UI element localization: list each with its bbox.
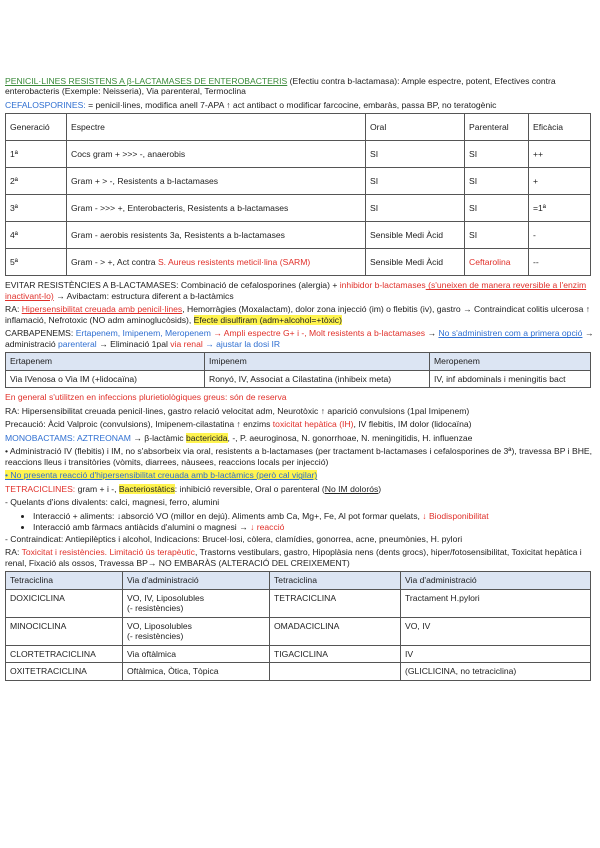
header-ertapenem: Ertapenem xyxy=(6,353,205,370)
header-meropenem: Meropenem xyxy=(430,353,591,370)
table-header-row xyxy=(6,353,591,370)
ra-carbapenems-paragraph: RA: Hipersensibilitat creuada penicil·lines, gastro relació velocitat adm, Neurotòxic ↑ aparició convulsions (1pal Imipenem) xyxy=(5,405,470,416)
quelants-paragraph: - Quelants d'ions divalents: calci, magnesi, ferro, alumini xyxy=(5,497,220,508)
carbapenems-table xyxy=(5,352,591,388)
header-oral: Oral xyxy=(366,114,465,141)
cefalosporines-label: CEFALOSPORINES: xyxy=(5,99,86,110)
tetraciclines-paragraph: TETRACICLINES: gram + i -, Bacteriostàtics: inhibició reversible, Oral o parenteral (No IM dolorós) xyxy=(5,483,382,494)
contraindicat-paragraph: - Contraindicat: Antiepilèptics i alcohol, Indicacions: Brucel·losi, còlera, clamídies, gonorrea, acne, pneumònies, H. pylori xyxy=(5,533,463,544)
header-generacio: Generació xyxy=(6,114,67,141)
document-page xyxy=(5,76,595,685)
table-row: OXITETRACICLINA Oftàlmica, Òtica, Tòpica (GLICLICINA, no tetraciclina) xyxy=(6,663,591,680)
evitar-paragraph: EVITAR RESISTÈNCIES A B-LACTAMASES: Combinació de cefalosporines (alergia) + inhibidor b-lactamases (s'uneixen de manera reversible a l'enzim inactivant-lo) → Avibactam: estructura diferent a b-lactàmics xyxy=(5,280,587,301)
administracio-paragraph: • Administració IV (flebitis) i IM, no s'absorbeix via oral, resistents a b-lactamases (per tractament b-lactamases i cefalosporines de 3ª), travessa BP i BHE, reaccions lleus i transitòries (vòmits, diarrees, nàusees, reaccions locals per injecció) xyxy=(5,446,593,467)
carbapenems-paragraph: CARBAPENEMS: Ertapenem, Imipenem, Meropenem → Ampli espectre G+ i -, Molt resistents a b-lactamases → No s'administren com a primera opció → administració parenteral → Eliminació 1pal via renal → ajustar la dosi IR xyxy=(5,328,594,349)
table-row: 2ª Gram + > -, Resistents a b-lactamases SI SI + xyxy=(6,168,591,195)
table-row: 1ª Cocs gram + >>> -, anaerobis SI SI ++ xyxy=(6,141,591,168)
table-header-row xyxy=(6,114,591,141)
table-row: DOXICICLINA VO, IV, Liposolubles (- resistències) TETRACICLINA Tractament H.pylori xyxy=(6,589,591,617)
list-item: • Interacció + aliments: ↓absorció VO (millor en dejú). Aliments amb Ca, Mg+, Fe, Al pot formar quelats, ↓ Biodisponibilitat xyxy=(33,511,595,521)
table-row: Via IVenosa o Via IM (+lidocaïna) Ronyó, IV, Associat a Cilastatina (inhibeix meta) IV, inf abdominals i meningitis bact xyxy=(6,370,591,387)
precaucio-paragraph: Precaució: Àcid Valproic (convulsions), Imipenem-cilastatina ↑ enzims toxicitat hepàtica (IH), IV flebitis, IM dolor (lidocaïna) xyxy=(5,419,472,430)
table-row: 5ª Gram - > +, Act contra S. Aureus resistents meticil·lina (SARM) Sensible Medi Àcid Ceftarolina -- xyxy=(6,249,591,276)
table-row: MINOCICLINA VO, Liposolubles (- resistències) OMADACICLINA VO, IV xyxy=(6,617,591,645)
general-note: En general s'utilitzen en infeccions plurietiològiques greus: són de reserva xyxy=(5,392,287,403)
penicilines-title: PENICIL·LINES RESISTENS A β-LACTAMASES DE ENTEROBACTERIS xyxy=(5,76,288,86)
cefalosporines-paragraph: CEFALOSPORINES: = penicil·lines, modifica anell 7-APA ↑ act antibact o modificar farcocine, embaràs, passa BP, no teratogènic xyxy=(5,99,497,110)
header-eficacia: Eficàcia xyxy=(529,114,591,141)
interaccions-list xyxy=(5,511,595,533)
header-parenteral: Parenteral xyxy=(465,114,529,141)
ra-cefalosporines-paragraph: RA: Hipersensibilitat creuada amb penicil·lines, Hemorràgies (Moxalactam), dolor zona injecció (im) o flebitis (iv), gastro → Contraindicat colitis ulcerosa ↑ inflamació, Nefrotoxic (NO adm aminoglucòsids), Efecte disulfiram (adm+alcohol=+tòxic) xyxy=(5,304,591,325)
ra-tetraciclines-paragraph: RA: Toxicitat i resistències. Limitació ús terapèutic, Trastorns vestibulars, gastro, Hipoplàsia nens (dents grocs), hiper/fotosensibilitat, Toxicitat hepàtica i renal, Fixació als ossos, Travessa BP→ NO EMBARÀS (ALTERACIÓ DEL CREIXEMENT) xyxy=(5,547,582,568)
header-espectre: Espectre xyxy=(67,114,366,141)
table-row: CLORTETRACICLINA Via oftàlmica TIGACICLINA IV xyxy=(6,645,591,662)
list-item: • Interacció amb fàrmacs antiàcids d'alumini o magnesi → ↓ reacció xyxy=(33,522,595,532)
table-row: 4ª Gram - aerobis resistents 3a, Resistents a b-lactamases Sensible Medi Àcid SI - xyxy=(6,222,591,249)
table-header-row: Tetraciclina Via d'administració Tetraciclina Via d'administració xyxy=(6,572,591,589)
cefalosporines-table xyxy=(5,113,591,276)
no-hipersensibilitat-note: • No presenta reacció d'hipersensibilitat creuada amb b-lactàmics (però cal vigilar) xyxy=(5,470,318,481)
table-row: 3ª Gram - >>> +, Enterobacteris, Resistents a b-lactamases SI SI =1ª xyxy=(6,195,591,222)
tetraciclines-table xyxy=(5,571,591,680)
monobactams-paragraph: MONOBACTAMS: AZTREONAM → β-lactàmic bactericida, -, P. aeuroginosa, N. gonorrhoae, N. meningitidis, H. influenzae xyxy=(5,432,473,443)
penicilines-paragraph: PENICIL·LINES RESISTENS A β-LACTAMASES DE ENTEROBACTERIS (Efectiu contra b-lactamasa): Ample espectre, potent, Efectives contra enterobacteris (Exemple: Neisseria), Via parenteral, Termoclina xyxy=(5,76,556,97)
header-imipenem: Imipenem xyxy=(205,353,430,370)
